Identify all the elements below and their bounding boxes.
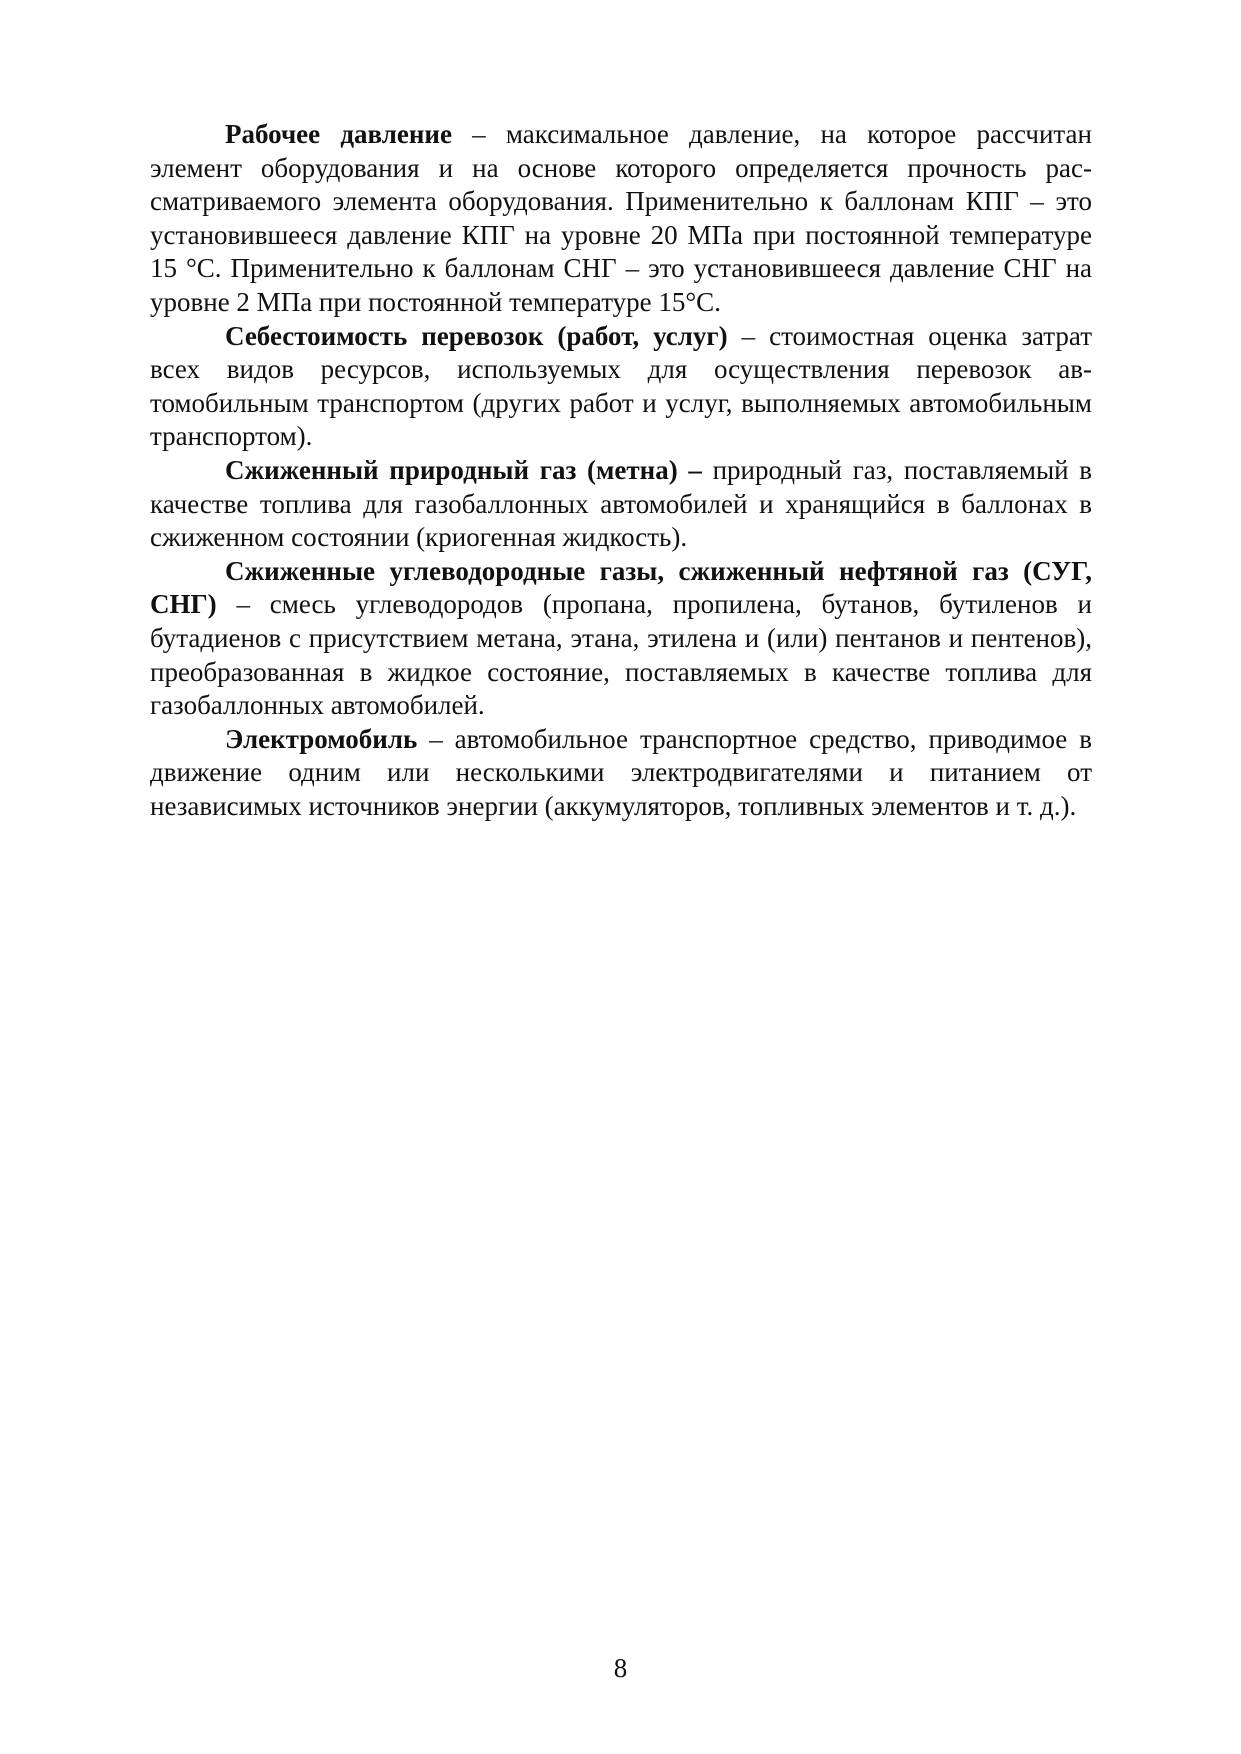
definition-term: Себестоимость перевозок (работ, услуг) [225,320,728,351]
definition-text: – смесь углеводородов (пропана, пропилена, бутанов, бутиленов и бутадиенов с присутствием метана, этана, этилена и (или) пентанов и пентенов), преобразованная в жидкое состояние, поставляемых в качестве топлива для газобаллонных автомобилей. [150,589,1092,721]
definition-paragraph [150,118,1092,320]
definition-term: Рабочее давление [225,119,452,149]
definition-text: – стоимостная оценка затрат всех видов ресурсов, используемых для осуществления перевозок автомобильным транспортом (других работ и услуг, выполняемых автомобильным транспортом). [150,320,1093,452]
definition-term: Электромобиль [225,723,418,754]
definition-text: природный газ, поставляемый в качестве топлива для газобаллонных автомобилей и хранящийся в баллонах в сжиженном состоянии (криогенная жидкость). [150,454,1092,553]
definition-paragraph [150,320,1092,454]
definition-term: Сжиженный природный газ (метна) – [225,454,702,485]
definition-text: – автомобильное транспортное средство, приводимое в движение одним или несколькими электродвигателями и питанием от независимых источников энергии (аккумуляторов, топливных элементов и т. д.). [150,723,1092,821]
definition-text: – максимальное давление, на которое рассчитан элемент оборудования и на основе которого определяется прочность рассматриваемого элемента оборудования. Применительно к баллонам КПГ – это установившееся давление КПГ на уровне 20 МПа при постоянной температуре 15 °С. Применительно к баллонам СНГ – это установившееся давление СНГ на уровне 2 МПа при постоянной температуре 15°С. [150,119,1092,317]
definition-paragraph [150,454,1092,555]
page-body [150,118,1092,823]
page-number: 8 [613,1653,628,1683]
definition-paragraph [150,723,1092,824]
definition-term: Сжиженные углеводородные газы, сжиженный нефтяной газ (СУГ, СНГ) [150,555,1092,620]
definition-paragraph [150,555,1092,723]
